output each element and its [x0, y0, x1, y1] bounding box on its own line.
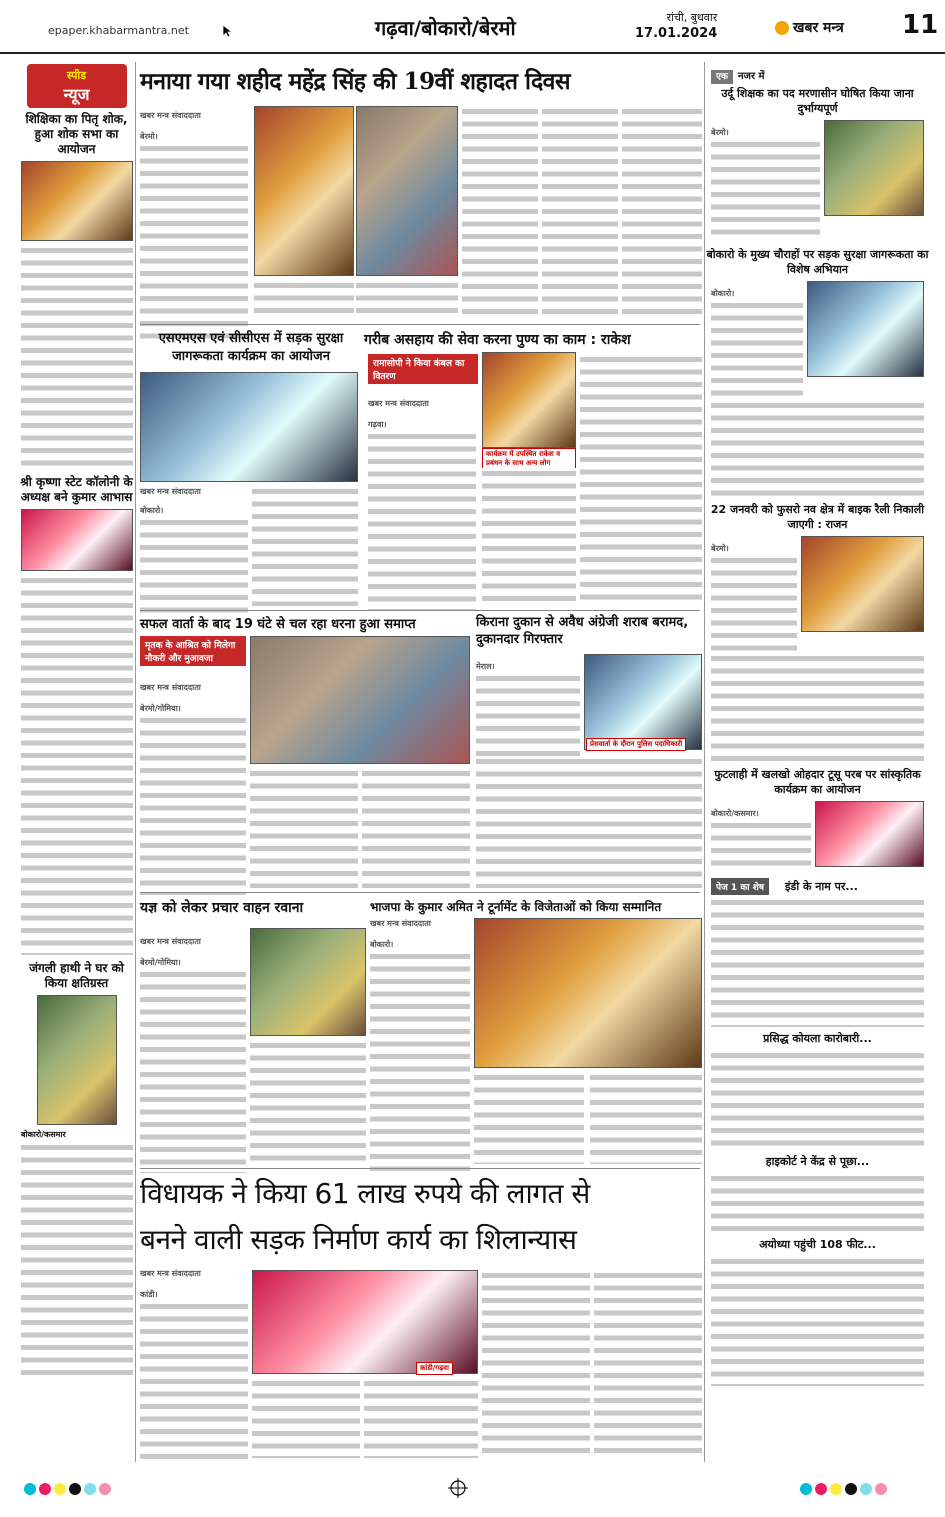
yagya-dateline: बेरमो/गोमिया। — [140, 958, 181, 967]
right-story1-text — [711, 120, 820, 239]
road-text-col1 — [140, 1282, 248, 1461]
left-story1-photo — [21, 161, 133, 241]
divider — [140, 892, 700, 893]
dharna-photo — [250, 636, 470, 764]
dharna-body-col3 — [362, 768, 470, 888]
poor-help-tag: रामासोपी ने किया कंबल का वितरण — [368, 354, 478, 384]
lead-body-col2 — [254, 280, 354, 320]
liquor-body-full — [476, 756, 702, 888]
right-story6-body — [711, 1173, 924, 1233]
yagya-byline: खबर मन्त्र संवाददाता — [140, 937, 201, 946]
page-footer — [0, 1478, 945, 1517]
right-story4-dateline: बोकारो/कसमार। — [711, 809, 759, 818]
poor-help-body-col1 — [368, 431, 476, 611]
bjp-text-col1 — [370, 932, 470, 1171]
liquor-text-col1 — [476, 654, 580, 765]
road-body-col5 — [594, 1270, 702, 1458]
poor-help-headline[interactable]: गरीब असहाय की सेवा करना पुण्य का काम : राकेश — [364, 332, 631, 348]
right-column — [704, 62, 930, 1462]
right-story3-body-full — [711, 653, 924, 761]
lead-byline: खबर मन्त्र संवाददाता — [140, 111, 201, 120]
bjp-photo — [474, 918, 702, 1068]
bjp-headline[interactable]: भाजपा के कुमार अमित ने टूर्नामेंट के विजेताओं को किया सम्मानित — [370, 900, 662, 914]
lead-dateline: बेरमो। — [140, 132, 158, 141]
left-story1-headline[interactable]: शिक्षिका का पितृ शोक, हुआ शोक सभा का आयोजन — [25, 112, 128, 156]
crosshair-icon — [448, 1478, 468, 1503]
poor-help-caption: कार्यक्रम में उपस्थित राकेश व प्रबंधन के साथ अन्य लोग — [482, 448, 576, 470]
logo-badge-icon — [775, 21, 789, 35]
brand-logo — [775, 18, 844, 37]
dharna-text-col1 — [140, 696, 246, 895]
safety-headline[interactable]: एसएमएस एवं सीसीएस में सड़क सुरक्षा जागरूकता कार्यक्रम का आयोजन — [158, 331, 344, 364]
lead-text-col1 — [140, 124, 248, 339]
safety-text-col1 — [140, 498, 248, 613]
dharna-dateline: बेरमो/गोमिया। — [140, 704, 181, 713]
right-story2-photo — [807, 281, 924, 377]
yagya-text-col1 — [140, 950, 246, 1173]
poor-help-text-col1 — [368, 412, 476, 611]
road-body-col1 — [140, 1301, 248, 1461]
left-story2-body — [21, 575, 133, 955]
yagya-headline[interactable]: यज्ञ को लेकर प्रचार वाहन रवाना — [140, 900, 304, 916]
divider — [140, 324, 700, 325]
left-story3-headline[interactable]: जंगली हाथी ने घर को किया क्षतिग्रस्त — [29, 961, 124, 990]
bjp-body-col1 — [370, 951, 470, 1171]
divider — [140, 610, 700, 611]
right-story4-body — [711, 820, 811, 870]
lead-headline[interactable]: मनाया गया शहीद महेंद्र सिंह की 19वीं शहादत दिवस — [140, 68, 571, 95]
yagya-body-col2 — [250, 1040, 366, 1164]
light-magenta-dot — [99, 1483, 111, 1495]
dateline-block — [635, 10, 717, 42]
registration-marks-left — [24, 1480, 114, 1499]
right-story3-headline[interactable]: 22 जनवरी को फुसरो नव क्षेत्र में बाइक रैली निकाली जाएगी : राजन — [710, 503, 925, 531]
ek-nazar-tag: एक — [711, 70, 733, 84]
right-story7-body — [711, 1256, 924, 1386]
liquor-headline[interactable]: किराना दुकान से अवैध अंग्रेजी शराब बरामद, दुकानदार गिरफ्तार — [476, 615, 689, 647]
dharna-body-col2 — [250, 768, 358, 888]
left-column — [18, 62, 136, 1462]
page-number: 11 — [902, 10, 939, 40]
right-story1-photo — [824, 120, 924, 216]
yagya-photo — [250, 928, 366, 1036]
speed-news-line1: स्पीड — [66, 69, 87, 82]
magenta-dot — [39, 1483, 51, 1495]
ek-nazar-bar — [711, 64, 924, 82]
black-dot — [845, 1483, 857, 1495]
continuation-bar — [711, 878, 924, 895]
speed-news-badge — [27, 64, 127, 108]
lead-photo-tribute — [356, 106, 458, 276]
right-story4-headline[interactable]: फुटलाही में खलखो ओहदार टूसू परब पर सांस्कृतिक कार्यक्रम का आयोजन — [714, 768, 921, 796]
speed-news-line2: न्यूज — [63, 85, 90, 104]
epaper-url[interactable]: epaper.khabarmantra.net — [48, 24, 189, 37]
dharna-byline: खबर मन्त्र संवाददाता — [140, 683, 201, 692]
right-story3-row — [711, 536, 924, 651]
left-story3-photo — [37, 995, 117, 1125]
right-story3-text — [711, 536, 797, 651]
brand-logo-text: खबर मन्त्र — [793, 20, 844, 36]
safety-body-col1 — [140, 517, 248, 613]
cyan-dot — [800, 1483, 812, 1495]
light-magenta-dot — [875, 1483, 887, 1495]
right-story2-text — [711, 281, 803, 398]
road-caption: कांडी/गढ़वा — [416, 1362, 453, 1375]
divider — [140, 1168, 700, 1169]
road-photo — [252, 1270, 478, 1374]
poor-help-photo — [482, 352, 576, 448]
road-body-col2 — [252, 1378, 360, 1458]
road-byline: खबर मन्त्र संवाददाता — [140, 1269, 201, 1278]
continuation-body — [711, 897, 924, 1027]
liquor-dateline: मेराल। — [476, 662, 495, 671]
right-story1-row — [711, 120, 924, 239]
road-dateline: कांडी। — [140, 1290, 158, 1299]
left-story3-body — [21, 1142, 133, 1382]
right-story4-row — [711, 801, 924, 870]
yellow-dot — [54, 1483, 66, 1495]
bjp-body-col2 — [474, 1072, 584, 1164]
right-story3-dateline: बेरमो। — [711, 544, 729, 553]
cursor-icon — [222, 24, 234, 41]
right-story1-dateline: बेरमो। — [711, 128, 729, 137]
registration-marks-right — [800, 1480, 890, 1499]
left-story2-photo — [21, 509, 133, 571]
liquor-caption: प्रेसवार्ता के दौरान पुलिस पदाधिकारी — [586, 738, 686, 751]
safety-photo — [140, 372, 358, 482]
safety-dateline: बोकारो। — [140, 506, 164, 515]
bjp-dateline: बोकारो। — [370, 940, 394, 949]
right-story2-dateline: बोकारो। — [711, 289, 735, 298]
light-cyan-dot — [84, 1483, 96, 1495]
road-body-col3 — [364, 1378, 478, 1458]
poor-help-dateline: गढ़वा। — [368, 420, 387, 429]
bjp-body-col3 — [590, 1072, 702, 1164]
continuation-tag: पेज 1 का शेष — [711, 878, 769, 895]
page-header — [0, 0, 945, 54]
main-content — [136, 62, 704, 1462]
section-title: गढ़वा/बोकारो/बेरमो — [375, 16, 516, 40]
lead-body-col1 — [140, 143, 248, 339]
road-headline-line2[interactable]: बनने वाली सड़क निर्माण कार्य का शिलान्यास — [140, 1223, 577, 1256]
light-cyan-dot — [860, 1483, 872, 1495]
lead-body-col4 — [462, 106, 538, 320]
ek-nazar-label: नजर में — [737, 71, 765, 82]
cyan-dot — [24, 1483, 36, 1495]
right-story1-headline[interactable]: उर्दू शिक्षक का पद मरणासीन घोषित किया जाना दुर्भाग्यपूर्ण — [721, 87, 914, 115]
right-story2-headline[interactable]: बोकारो के मुख्य चौराहों पर सड़क सुरक्षा जागरूकता का विशेष अभियान — [706, 248, 929, 276]
safety-body-col2 — [252, 486, 358, 606]
right-story2-body — [711, 300, 803, 398]
right-story7-headline[interactable]: अयोध्या पहुंची 108 फीट... — [759, 1238, 876, 1251]
left-story1-body — [21, 245, 133, 467]
continuation-headline[interactable]: इंडी के नाम पर... — [785, 880, 858, 893]
magenta-dot — [815, 1483, 827, 1495]
liquor-photo — [584, 654, 702, 750]
liquor-body-col1 — [476, 673, 580, 765]
right-story2-body-full — [711, 400, 924, 496]
right-story5-headline[interactable]: प्रसिद्ध कोयला कारोबारी... — [763, 1032, 872, 1045]
yellow-dot — [830, 1483, 842, 1495]
right-story2-row — [711, 281, 924, 398]
dharna-tag: मृतक के आश्रित को मिलेगा नौकरी और मुआवजा — [140, 636, 246, 666]
left-story2-headline[interactable]: श्री कृष्णा स्टेट कॉलोनी के अध्यक्ष बने कुमार आभास — [20, 475, 133, 504]
lead-photo-speech — [254, 106, 354, 276]
right-story6-headline[interactable]: हाइकोर्ट ने केंद्र से पूछा... — [765, 1155, 870, 1168]
bjp-byline: खबर मन्त्र संवाददाता — [370, 919, 431, 928]
dharna-headline[interactable]: सफल वार्ता के बाद 19 घंटे से चल रहा धरना हुआ समाप्त — [140, 617, 416, 632]
right-story4-text — [711, 801, 811, 870]
lead-body-col3 — [356, 280, 458, 320]
road-headline-line1[interactable]: विधायक ने किया 61 लाख रुपये की लागत से — [140, 1177, 590, 1210]
right-story5-body — [711, 1050, 924, 1150]
black-dot — [69, 1483, 81, 1495]
left-story3-dateline: बोकारो/कसमार — [21, 1130, 66, 1139]
right-story4-photo — [815, 801, 924, 867]
city-day: रांची, बुधवार — [666, 11, 718, 24]
right-story1-body — [711, 139, 820, 239]
safety-byline: खबर मन्त्र संवाददाता — [140, 487, 201, 496]
right-story3-body — [711, 555, 797, 651]
dharna-body-col1 — [140, 715, 246, 895]
right-story3-photo — [801, 536, 924, 632]
road-body-col4 — [482, 1270, 590, 1458]
lead-body-col6 — [622, 106, 702, 320]
poor-help-body-col2 — [482, 468, 576, 606]
lead-body-col5 — [542, 106, 618, 320]
poor-help-byline: खबर मन्त्र संवाददाता — [368, 399, 429, 408]
issue-date: 17.01.2024 — [635, 26, 718, 41]
yagya-body-col1 — [140, 969, 246, 1173]
poor-help-body-col3 — [580, 354, 702, 606]
